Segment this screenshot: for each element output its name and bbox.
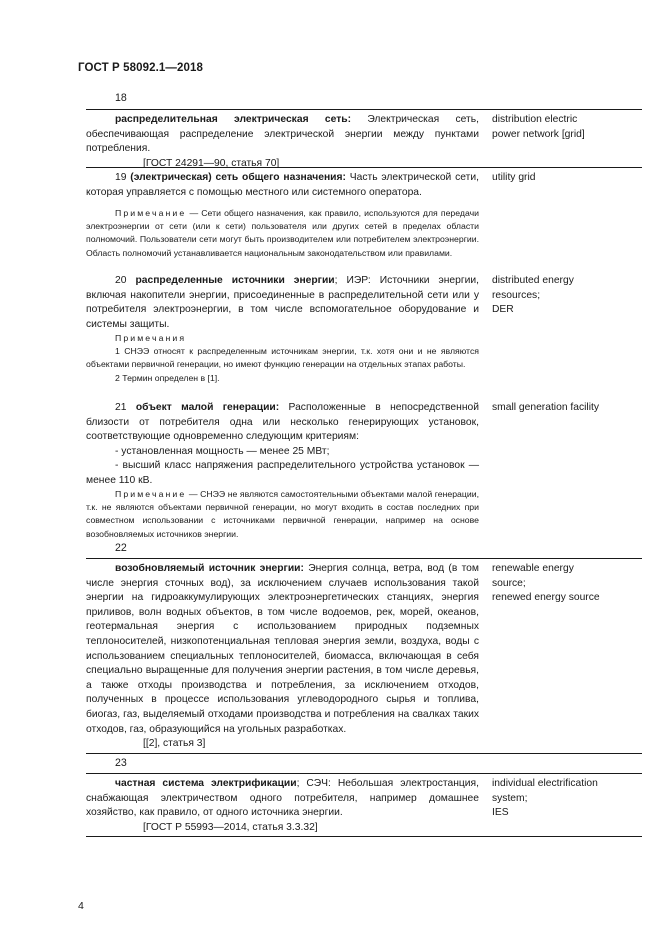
term-number-18: 18: [115, 92, 127, 104]
term-23-en-line3: IES: [492, 807, 509, 819]
term-22-definition: [86, 562, 479, 752]
term-18-source: [ГОСТ 24291—90, статья 70]: [143, 157, 280, 169]
term-20-notes-label: Примечания: [115, 333, 187, 343]
term-19-note-label: Примечание: [115, 208, 187, 218]
term-number-21: 21: [115, 402, 136, 413]
term-21-name: объект малой генерации:: [135, 402, 280, 413]
term-19-english: utility grid: [492, 172, 536, 183]
term-22-en-line2: source;: [492, 577, 526, 589]
term-22-en-line3: renewed energy source: [492, 592, 600, 604]
term-23-name: частная система электрификации: [115, 778, 297, 789]
term-21-note-label: Примечание: [115, 489, 187, 499]
term-19-note: [86, 207, 479, 260]
term-23-text: Небольшая электростанция, снабжающая электричеством одного потребителя, например домашнее хозяйство, как правило, от одного источника энергии.: [86, 778, 479, 819]
term-20-name: распределенные источники энергии: [135, 275, 335, 286]
term-20-definition: [86, 274, 479, 332]
term-22-text: Энергия солнца, ветра, вод (в том числе энергия сточных вод), за исключением случаев использования такой энергии на гидроаккумулирующих электроэнергетических станциях, энергия приливов, волн водных объектов, в том числе водоемов, рек, морей, океанов, геотермальная энергия с использованием природных подземных теплоносителей, низкопотенциальная тепловая энергия земли, воздуха, воды с использованием специальных теплоносителей, биомасса, включающая в себя специально выращенные для получения энергии растения, в том числе деревья, а также отходы производства и потребления, за исключением отходов, полученных в процессе использования углеводородного сырья и топлива, биогаз, газ, выделяемый отходами производства и потребления на свалках таких отходов, газ, образующийся на угольных разработках.: [86, 563, 479, 735]
divider-22-top: [86, 558, 642, 559]
term-19-note-text: — Сети общего назначения, как правило, используются для передачи электроэнергии от сети (или к сети) пользователя или других сетей в пределах области полномочий. Пользователи сети могут быть производителем или потребителем электроэнергии. Область полномочий устанавливается национальным законодательством или правилами.: [86, 208, 479, 258]
divider-22-bottom: [86, 753, 642, 754]
term-20-en-line2: resources;: [492, 289, 541, 301]
term-22-source: [[2], статья 3]: [143, 738, 206, 750]
term-21-note-text: — СНЭЭ не являются самостоятельными объектами малой генерации, т.к. не являются объектами первичной генерации, но могут входить в состав последних при совместном использовании с источниками первичной генерации, например на основе возобновляемых источников энергии.: [86, 489, 479, 539]
term-23-source: [ГОСТ Р 55993—2014, статья 3.3.32]: [143, 821, 318, 833]
term-19-name: (электрическая) сеть общего назначения:: [130, 172, 346, 183]
term-19-definition: [86, 171, 479, 200]
term-21-text: Расположенные в непосредственной близости от потребителя одна или несколько генерирующих установок, соответствующие одновременно следующим критериям:: [86, 402, 479, 443]
term-20-abbr: ; ИЭР:: [334, 275, 371, 286]
term-20-en-line3: DER: [492, 304, 514, 316]
page-number: 4: [78, 900, 84, 912]
term-18-text: Электрическая сеть, обеспечивающая распределение электрической энергии между пунктами потребления.: [86, 114, 479, 155]
term-22-name: возобновляемый источник энергии:: [115, 563, 304, 574]
divider-18-top: [86, 109, 642, 110]
term-18-name: распределительная электрическая сеть:: [115, 114, 352, 125]
term-21-criterion-1: - установленная мощность — менее 25 МВт;: [115, 445, 330, 457]
term-18-definition: [86, 113, 479, 171]
term-20-en-line1: distributed energy: [492, 275, 574, 286]
term-20-text: Источники энергии, включая накопители энергии, присоединенные в распределительной сети или у потребителя электроэнергии, в том числе вспомогательное оборудование и системы защиты.: [86, 275, 479, 330]
term-23-en-line1: individual electrification: [492, 778, 598, 789]
divider-23-top: [86, 773, 642, 774]
term-23-en-line2: system;: [492, 792, 528, 804]
term-20-notes: [86, 332, 479, 385]
term-18-english: [492, 113, 642, 142]
term-23-abbr: ; СЭЧ:: [296, 778, 331, 789]
divider-18-bottom: [86, 167, 642, 168]
term-19-text: Часть электрической сети, которая управляется с помощью местного или системного оператора.: [86, 172, 479, 198]
term-number-20: 20: [115, 275, 136, 286]
term-20-note-2: 2 Термин определен в [1].: [115, 372, 220, 383]
term-number-22: 22: [115, 542, 127, 554]
term-18-en-line2: power network [grid]: [492, 128, 585, 140]
term-21-definition: [86, 401, 479, 489]
term-23-english: [492, 777, 642, 821]
term-number-19: 19: [115, 172, 131, 183]
term-number-23: 23: [115, 757, 127, 769]
term-23-definition: [86, 777, 479, 835]
term-21-english: small generation facility: [492, 402, 600, 413]
term-21-note: [86, 488, 479, 541]
document-header: ГОСТ Р 58092.1—2018: [78, 62, 203, 74]
term-20-english: [492, 274, 642, 318]
term-21-criterion-2: - высший класс напряжения распределительного устройства установок — менее 110 кВ.: [86, 460, 479, 486]
term-20-note-1: 1 СНЭЭ относят к распределенным источникам энергии, т.к. хотя они и не являются объектами первичной генерации, но имеют функцию генерации на отдельных этапах работы.: [86, 346, 479, 370]
term-22-en-line1: renewable energy: [492, 563, 574, 574]
term-22-english: [492, 562, 642, 606]
term-18-en-line1: distribution electric: [492, 114, 578, 125]
divider-23-bottom: [86, 836, 642, 837]
